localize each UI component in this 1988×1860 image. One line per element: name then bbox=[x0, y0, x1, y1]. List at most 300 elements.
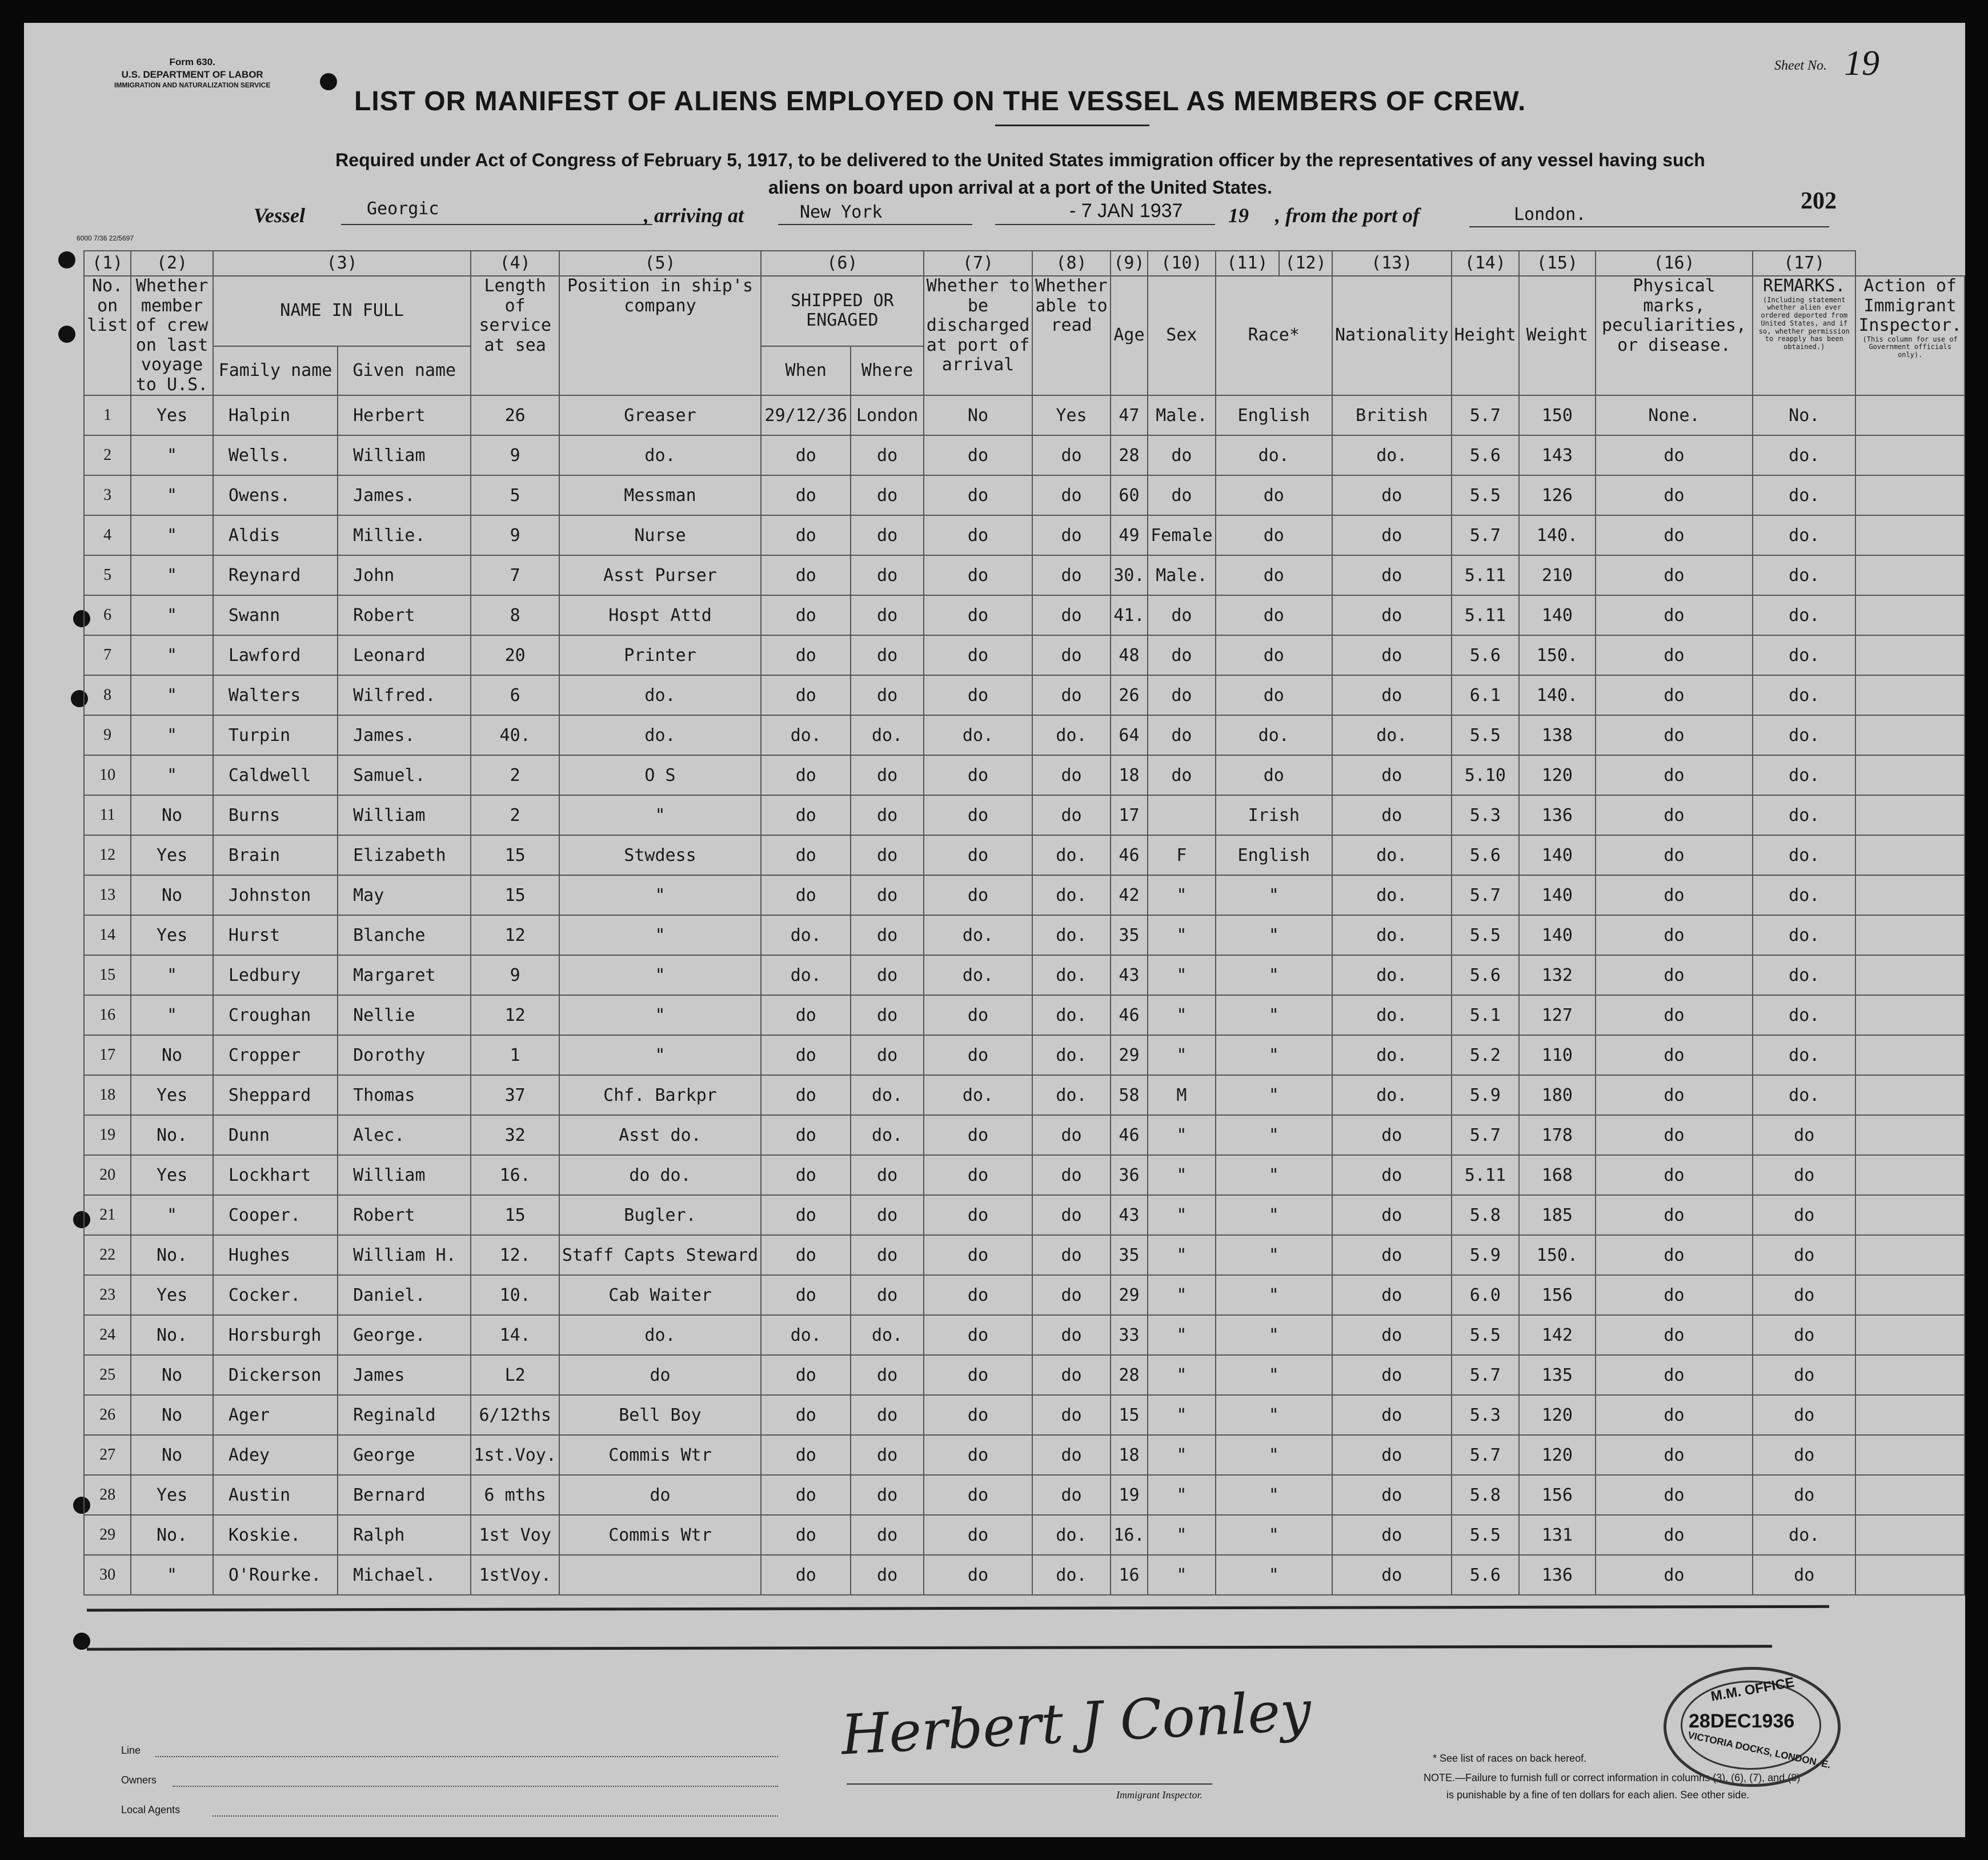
length-of-service: 2 bbox=[471, 755, 559, 795]
to-be-discharged: do bbox=[924, 835, 1033, 875]
nationality: do bbox=[1332, 515, 1452, 555]
family-name: Reynard bbox=[213, 555, 338, 595]
nationality: do bbox=[1332, 475, 1452, 515]
row-number: 17 bbox=[84, 1035, 131, 1075]
shipped-when: do bbox=[761, 1355, 851, 1395]
weight: 140 bbox=[1519, 595, 1596, 635]
race: English bbox=[1216, 395, 1332, 435]
given-name: Herbert bbox=[338, 395, 471, 435]
table-row bbox=[84, 1235, 1965, 1275]
family-name: Sheppard bbox=[213, 1075, 338, 1115]
sex: " bbox=[1148, 1355, 1215, 1395]
inspector-action bbox=[1855, 715, 1965, 755]
weight: 140 bbox=[1519, 875, 1596, 915]
position: Bugler. bbox=[559, 1195, 761, 1235]
remarks: do. bbox=[1753, 595, 1855, 635]
sex: do bbox=[1148, 435, 1215, 475]
table-row bbox=[84, 1555, 1965, 1595]
table-row bbox=[84, 875, 1965, 915]
position: do do. bbox=[559, 1155, 761, 1195]
shipped-when: do bbox=[761, 1195, 851, 1235]
length-of-service: 9 bbox=[471, 435, 559, 475]
given-name: Bernard bbox=[338, 1475, 471, 1515]
to-be-discharged: do bbox=[924, 555, 1033, 595]
sex: Male. bbox=[1148, 555, 1215, 595]
shipped-where: do bbox=[851, 795, 923, 835]
race: do bbox=[1216, 515, 1332, 555]
weight: 210 bbox=[1519, 555, 1596, 595]
crew-last-voyage: " bbox=[131, 995, 213, 1035]
to-be-discharged: No bbox=[924, 395, 1033, 435]
sex: " bbox=[1148, 1235, 1215, 1275]
family-name: Cocker. bbox=[213, 1275, 338, 1315]
sex: do bbox=[1148, 755, 1215, 795]
height: 5.9 bbox=[1452, 1235, 1519, 1275]
able-to-read: do bbox=[1032, 1115, 1110, 1155]
table-row bbox=[84, 555, 1965, 595]
remarks: do. bbox=[1753, 515, 1855, 555]
physical-marks: do bbox=[1596, 1235, 1753, 1275]
able-to-read: do bbox=[1032, 1275, 1110, 1315]
table-row bbox=[84, 1075, 1965, 1115]
row-number: 8 bbox=[84, 675, 131, 715]
to-be-discharged: do bbox=[924, 1195, 1033, 1235]
physical-marks: do bbox=[1596, 475, 1753, 515]
crew-last-voyage: Yes bbox=[131, 1155, 213, 1195]
punch-hole bbox=[58, 326, 75, 343]
shipped-where: do. bbox=[851, 1115, 923, 1155]
table-row bbox=[84, 395, 1965, 435]
race: do bbox=[1216, 555, 1332, 595]
race: do bbox=[1216, 475, 1332, 515]
height: 5.7 bbox=[1452, 1435, 1519, 1475]
manifest-sheet bbox=[24, 23, 1965, 1837]
family-name: Johnston bbox=[213, 875, 338, 915]
race: do bbox=[1216, 675, 1332, 715]
able-to-read: do bbox=[1032, 1155, 1110, 1195]
length-of-service: 15 bbox=[471, 835, 559, 875]
position: Printer bbox=[559, 635, 761, 675]
table-row bbox=[84, 755, 1965, 795]
able-to-read: do bbox=[1032, 1475, 1110, 1515]
sex: " bbox=[1148, 875, 1215, 915]
row-number: 19 bbox=[84, 1115, 131, 1155]
sex: do bbox=[1148, 595, 1215, 635]
shipped-where: do. bbox=[851, 1075, 923, 1115]
given-name: William H. bbox=[338, 1235, 471, 1275]
remarks: do bbox=[1753, 1115, 1855, 1155]
given-name: Daniel. bbox=[338, 1275, 471, 1315]
family-name: Lawford bbox=[213, 635, 338, 675]
to-be-discharged: do bbox=[924, 475, 1033, 515]
weight: 140 bbox=[1519, 835, 1596, 875]
shipped-where: do bbox=[851, 1515, 923, 1555]
race: " bbox=[1216, 1195, 1332, 1235]
physical-marks: do bbox=[1596, 795, 1753, 835]
inspector-action bbox=[1855, 755, 1965, 795]
to-be-discharged: do bbox=[924, 1235, 1033, 1275]
shipped-where: do bbox=[851, 915, 923, 955]
header-nationality: Nationality bbox=[1332, 276, 1452, 395]
remarks: do. bbox=[1753, 795, 1855, 835]
race: " bbox=[1216, 995, 1332, 1035]
length-of-service: 6 mths bbox=[471, 1475, 559, 1515]
height: 5.9 bbox=[1452, 1075, 1519, 1115]
crew-table bbox=[83, 250, 1965, 1596]
form-department: U.S. DEPARTMENT OF LABOR bbox=[121, 69, 263, 81]
remarks: do bbox=[1753, 1475, 1855, 1515]
family-name: Horsburgh bbox=[213, 1315, 338, 1355]
crew-last-voyage: " bbox=[131, 515, 213, 555]
given-name: James bbox=[338, 1355, 471, 1395]
crew-last-voyage: " bbox=[131, 555, 213, 595]
remarks: do. bbox=[1753, 755, 1855, 795]
position: do. bbox=[559, 1315, 761, 1355]
given-name: William bbox=[338, 795, 471, 835]
family-name: Dunn bbox=[213, 1115, 338, 1155]
given-name: Robert bbox=[338, 595, 471, 635]
stamp-bottom-text: VICTORIA DOCKS, LONDON, E. bbox=[1686, 1729, 1832, 1771]
shipped-where: do bbox=[851, 1275, 923, 1315]
header-family-name: Family name bbox=[213, 346, 338, 395]
given-name: Ralph bbox=[338, 1515, 471, 1555]
inspector-action bbox=[1855, 1555, 1965, 1595]
shipped-when: do bbox=[761, 1235, 851, 1275]
col-num: (8) bbox=[1032, 251, 1110, 276]
physical-marks: do bbox=[1596, 1195, 1753, 1235]
age: 46 bbox=[1111, 835, 1148, 875]
sex: " bbox=[1148, 1275, 1215, 1315]
shipped-where: London bbox=[851, 395, 923, 435]
inspector-action bbox=[1855, 875, 1965, 915]
header-sex: Sex bbox=[1148, 276, 1215, 395]
weight: 143 bbox=[1519, 435, 1596, 475]
row-number: 12 bbox=[84, 835, 131, 875]
able-to-read: do. bbox=[1032, 1555, 1110, 1595]
weight: 150. bbox=[1519, 635, 1596, 675]
crew-last-voyage: No. bbox=[131, 1315, 213, 1355]
stamp-top-text: M.M. OFFICE bbox=[1709, 1674, 1796, 1705]
row-number: 16 bbox=[84, 995, 131, 1035]
remarks: do. bbox=[1753, 1515, 1855, 1555]
weight: 180 bbox=[1519, 1075, 1596, 1115]
race: English bbox=[1216, 835, 1332, 875]
row-number: 22 bbox=[84, 1235, 131, 1275]
row-number: 24 bbox=[84, 1315, 131, 1355]
family-name: Halpin bbox=[213, 395, 338, 435]
length-of-service: 32 bbox=[471, 1115, 559, 1155]
able-to-read: do bbox=[1032, 555, 1110, 595]
to-be-discharged: do. bbox=[924, 1075, 1033, 1115]
age: 47 bbox=[1111, 395, 1148, 435]
punch-hole bbox=[320, 73, 337, 90]
header-age: Age bbox=[1111, 276, 1148, 395]
crew-last-voyage: Yes bbox=[131, 1075, 213, 1115]
col-num: (17) bbox=[1753, 251, 1855, 276]
inspector-action bbox=[1855, 1475, 1965, 1515]
able-to-read: do bbox=[1032, 1315, 1110, 1355]
inspector-action bbox=[1855, 475, 1965, 515]
age: 16 bbox=[1111, 1555, 1148, 1595]
able-to-read: do. bbox=[1032, 1035, 1110, 1075]
height: 5.7 bbox=[1452, 395, 1519, 435]
sheet-number: 19 bbox=[1844, 44, 1879, 83]
table-row bbox=[84, 595, 1965, 635]
nationality: do bbox=[1332, 1435, 1452, 1475]
remarks: do. bbox=[1753, 675, 1855, 715]
shipped-when: do bbox=[761, 595, 851, 635]
header-able-read: Whether able to read bbox=[1032, 276, 1110, 395]
header-no-on-list: No. on list bbox=[84, 276, 131, 395]
nationality: do bbox=[1332, 1315, 1452, 1355]
family-name: Owens. bbox=[213, 475, 338, 515]
to-be-discharged: do. bbox=[924, 915, 1033, 955]
given-name: Michael. bbox=[338, 1555, 471, 1595]
crew-last-voyage: " bbox=[131, 755, 213, 795]
row-number: 26 bbox=[84, 1395, 131, 1435]
position: Stwdess bbox=[559, 835, 761, 875]
shipped-when: do bbox=[761, 995, 851, 1035]
crew-last-voyage: Yes bbox=[131, 1275, 213, 1315]
header-race: Race* bbox=[1216, 276, 1332, 395]
shipped-where: do bbox=[851, 675, 923, 715]
height: 5.5 bbox=[1452, 1515, 1519, 1555]
subtitle-line-1: Required under Act of Congress of February 5, 1917, to be delivered to the United States immigration officer by the representatives of any vessel having such bbox=[335, 150, 1705, 170]
sex: M bbox=[1148, 1075, 1215, 1115]
race: " bbox=[1216, 1115, 1332, 1155]
crew-last-voyage: No bbox=[131, 1435, 213, 1475]
age: 15 bbox=[1111, 1395, 1148, 1435]
remarks: do bbox=[1753, 1235, 1855, 1275]
height: 5.7 bbox=[1452, 1115, 1519, 1155]
col-num: (14) bbox=[1452, 251, 1519, 276]
crew-last-voyage: No. bbox=[131, 1235, 213, 1275]
shipped-where: do. bbox=[851, 715, 923, 755]
sex: " bbox=[1148, 995, 1215, 1035]
position: Chf. Barkpr bbox=[559, 1075, 761, 1115]
physical-marks: do bbox=[1596, 1515, 1753, 1555]
position: Messman bbox=[559, 475, 761, 515]
length-of-service: 40. bbox=[471, 715, 559, 755]
crew-rows bbox=[84, 395, 1965, 1595]
to-be-discharged: do bbox=[924, 435, 1033, 475]
sex: Female bbox=[1148, 515, 1215, 555]
nationality: do. bbox=[1332, 435, 1452, 475]
able-to-read: do. bbox=[1032, 915, 1110, 955]
given-name: George. bbox=[338, 1315, 471, 1355]
to-be-discharged: do bbox=[924, 515, 1033, 555]
sex: " bbox=[1148, 1395, 1215, 1435]
height: 6.0 bbox=[1452, 1275, 1519, 1315]
family-name: Caldwell bbox=[213, 755, 338, 795]
shipped-when: do bbox=[761, 795, 851, 835]
shipped-where: do bbox=[851, 1155, 923, 1195]
inspector-action bbox=[1855, 595, 1965, 635]
physical-marks: do bbox=[1596, 1315, 1753, 1355]
nationality: do bbox=[1332, 1275, 1452, 1315]
crew-last-voyage: No. bbox=[131, 1515, 213, 1555]
inspector-action bbox=[1855, 1435, 1965, 1475]
physical-marks: do bbox=[1596, 1395, 1753, 1435]
inspector-action bbox=[1855, 435, 1965, 475]
position: do bbox=[559, 1475, 761, 1515]
shipped-when: do bbox=[761, 1115, 851, 1155]
given-name: Wilfred. bbox=[338, 675, 471, 715]
height: 5.7 bbox=[1452, 1355, 1519, 1395]
shipped-where: do bbox=[851, 1355, 923, 1395]
remarks: do bbox=[1753, 1275, 1855, 1315]
position: Staff Capts Steward bbox=[559, 1235, 761, 1275]
shipped-where: do bbox=[851, 555, 923, 595]
crew-last-voyage: No bbox=[131, 1035, 213, 1075]
length-of-service: 1st Voy bbox=[471, 1515, 559, 1555]
to-be-discharged: do bbox=[924, 1395, 1033, 1435]
to-be-discharged: do bbox=[924, 1435, 1033, 1475]
to-be-discharged: do bbox=[924, 875, 1033, 915]
race: " bbox=[1216, 915, 1332, 955]
family-name: Aldis bbox=[213, 515, 338, 555]
sex: do bbox=[1148, 635, 1215, 675]
from-port: London. bbox=[1514, 205, 1586, 225]
inspector-action bbox=[1855, 795, 1965, 835]
weight: 156 bbox=[1519, 1475, 1596, 1515]
crew-last-voyage: " bbox=[131, 675, 213, 715]
given-name: James. bbox=[338, 475, 471, 515]
header-when: When bbox=[761, 346, 851, 395]
manifest-number: 202 bbox=[1801, 188, 1837, 214]
row-number: 20 bbox=[84, 1155, 131, 1195]
family-name: Brain bbox=[213, 835, 338, 875]
sex: " bbox=[1148, 1435, 1215, 1475]
length-of-service: 16. bbox=[471, 1155, 559, 1195]
physical-marks: do bbox=[1596, 755, 1753, 795]
shipped-when: do. bbox=[761, 915, 851, 955]
given-name: Millie. bbox=[338, 515, 471, 555]
nationality: do bbox=[1332, 1235, 1452, 1275]
nationality: do bbox=[1332, 1155, 1452, 1195]
age: 18 bbox=[1111, 755, 1148, 795]
able-to-read: do bbox=[1032, 675, 1110, 715]
race: " bbox=[1216, 1475, 1332, 1515]
header-weight: Weight bbox=[1519, 276, 1596, 395]
inspector-action bbox=[1855, 835, 1965, 875]
nationality: do. bbox=[1332, 1035, 1452, 1075]
age: 46 bbox=[1111, 1115, 1148, 1155]
table-row bbox=[84, 1435, 1965, 1475]
length-of-service: 12. bbox=[471, 1235, 559, 1275]
note-penalty-1: NOTE.—Failure to furnish full or correct information in columns (3), (6), (7), and (8) bbox=[1424, 1772, 1801, 1783]
family-name: Turpin bbox=[213, 715, 338, 755]
inspector-action bbox=[1855, 635, 1965, 675]
length-of-service: 1 bbox=[471, 1035, 559, 1075]
able-to-read: do bbox=[1032, 515, 1110, 555]
position: " bbox=[559, 955, 761, 995]
row-number: 2 bbox=[84, 435, 131, 475]
given-name: William bbox=[338, 1155, 471, 1195]
physical-marks: do bbox=[1596, 915, 1753, 955]
length-of-service: 9 bbox=[471, 515, 559, 555]
age: 33 bbox=[1111, 1315, 1148, 1355]
age: 35 bbox=[1111, 915, 1148, 955]
inspector-action bbox=[1855, 915, 1965, 955]
shipped-where: do bbox=[851, 1555, 923, 1595]
stamp-date: 28DEC1936 bbox=[1689, 1710, 1795, 1732]
family-name: Ledbury bbox=[213, 955, 338, 995]
sex: " bbox=[1148, 1115, 1215, 1155]
crew-last-voyage: Yes bbox=[131, 395, 213, 435]
to-be-discharged: do bbox=[924, 595, 1033, 635]
table-row bbox=[84, 1515, 1965, 1555]
length-of-service: 8 bbox=[471, 595, 559, 635]
row-number: 13 bbox=[84, 875, 131, 915]
row-number: 27 bbox=[84, 1435, 131, 1475]
race: do bbox=[1216, 595, 1332, 635]
height: 5.6 bbox=[1452, 435, 1519, 475]
length-of-service: 2 bbox=[471, 795, 559, 835]
length-of-service: 15 bbox=[471, 1195, 559, 1235]
remarks: do. bbox=[1753, 435, 1855, 475]
header-physical-marks: Physical marks, peculiarities, or disease. bbox=[1596, 276, 1753, 395]
table-row bbox=[84, 715, 1965, 755]
row-number: 15 bbox=[84, 955, 131, 995]
family-name: O'Rourke. bbox=[213, 1555, 338, 1595]
position: Bell Boy bbox=[559, 1395, 761, 1435]
physical-marks: do bbox=[1596, 595, 1753, 635]
race: " bbox=[1216, 875, 1332, 915]
table-row bbox=[84, 1195, 1965, 1235]
physical-marks: do bbox=[1596, 1115, 1753, 1155]
length-of-service: 12 bbox=[471, 995, 559, 1035]
table-row bbox=[84, 635, 1965, 675]
crew-last-voyage: No bbox=[131, 875, 213, 915]
able-to-read: do bbox=[1032, 435, 1110, 475]
race: " bbox=[1216, 1355, 1332, 1395]
from-port-label: , from the port of bbox=[1275, 204, 1420, 227]
header-given-name: Given name bbox=[338, 346, 471, 395]
nationality: do. bbox=[1332, 715, 1452, 755]
able-to-read: do bbox=[1032, 795, 1110, 835]
shipped-when: do bbox=[761, 1515, 851, 1555]
shipped-when: do bbox=[761, 1275, 851, 1315]
nationality: do bbox=[1332, 555, 1452, 595]
age: 46 bbox=[1111, 995, 1148, 1035]
able-to-read: do. bbox=[1032, 955, 1110, 995]
shipped-when: do bbox=[761, 835, 851, 875]
crew-last-voyage: Yes bbox=[131, 835, 213, 875]
weight: 178 bbox=[1519, 1115, 1596, 1155]
race: " bbox=[1216, 1315, 1332, 1355]
length-of-service: 7 bbox=[471, 555, 559, 595]
height: 6.1 bbox=[1452, 675, 1519, 715]
height: 5.8 bbox=[1452, 1475, 1519, 1515]
physical-marks: do bbox=[1596, 1155, 1753, 1195]
position: do. bbox=[559, 715, 761, 755]
remarks: do bbox=[1753, 1155, 1855, 1195]
height: 5.11 bbox=[1452, 1155, 1519, 1195]
to-be-discharged: do bbox=[924, 995, 1033, 1035]
to-be-discharged: do bbox=[924, 795, 1033, 835]
inspector-action bbox=[1855, 955, 1965, 995]
age: 30. bbox=[1111, 555, 1148, 595]
height: 5.6 bbox=[1452, 635, 1519, 675]
inspector-action bbox=[1855, 1355, 1965, 1395]
family-name: Wells. bbox=[213, 435, 338, 475]
nationality: do bbox=[1332, 595, 1452, 635]
shipped-when: do bbox=[761, 555, 851, 595]
table-row bbox=[84, 515, 1965, 555]
length-of-service: 5 bbox=[471, 475, 559, 515]
sex: " bbox=[1148, 915, 1215, 955]
